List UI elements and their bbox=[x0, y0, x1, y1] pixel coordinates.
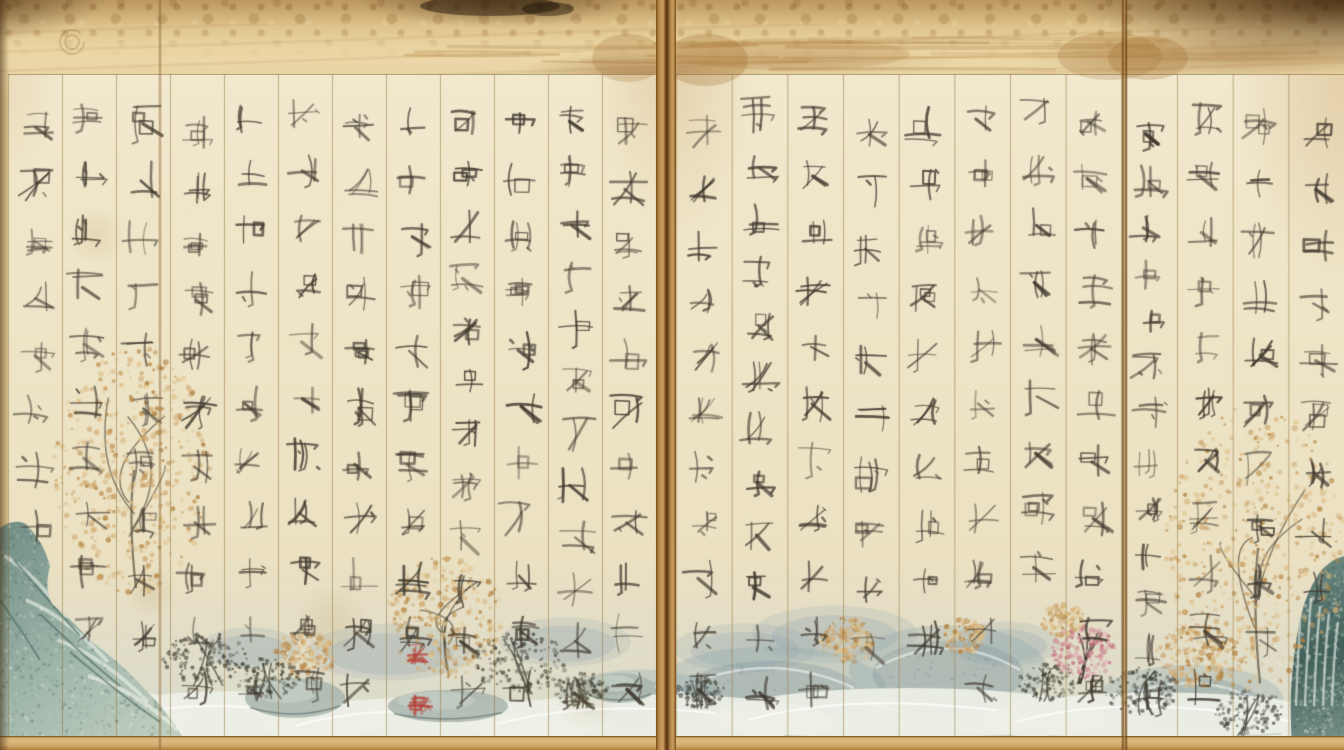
center-seam-divider bbox=[656, 0, 676, 750]
right-seam-divider bbox=[1121, 0, 1128, 750]
fold-line bbox=[158, 0, 162, 750]
left-edge-shadow bbox=[0, 0, 9, 750]
